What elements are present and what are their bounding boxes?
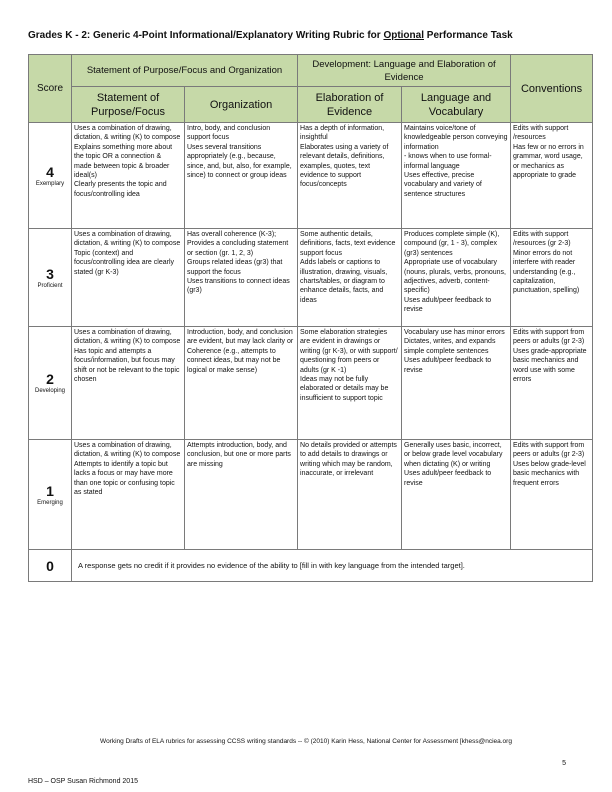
elaboration-cell: Some elaboration strategies are evident in drawings or writing (gr K-3), or with support/ questioning from peers or adults (gr K -1) Ideas may not be fully elaborated or details may be insufficient to support topic — [298, 327, 402, 440]
title-optional: Optional — [383, 30, 424, 41]
elaboration-cell: Some authentic details, definitions, facts, text evidence support focus Adds labels or captions to illustration, drawing, visuals, charts/tables, or diagram to enhance details, facts, and ideas — [298, 229, 402, 327]
score-number: 1 — [46, 482, 54, 499]
organization-header: Organization — [185, 87, 298, 123]
score-number: 0 — [46, 557, 54, 574]
score-cell — [29, 229, 72, 327]
statement-cell: Uses a combination of drawing, dictation, & writing (K) to compose Explains something more about the topic OR a connection & made between topic & broader ideal(s) Clearly presents the topic and focus/controlling idea — [72, 123, 185, 229]
language-cell: Produces complete simple (K), compound (gr, 1 - 3), complex (gr3) sentences Appropriate use of vocabulary (nouns, plurals, verbs, pronouns, adjectives, adverb, content-specific) Uses adult/peer feedback to revise — [402, 229, 511, 327]
score-cell — [29, 123, 72, 229]
title-suffix: Performance Task — [424, 30, 513, 41]
score-level: Emerging — [37, 499, 63, 506]
page-number: 5 — [562, 760, 566, 767]
conventions-header: Conventions — [511, 55, 593, 123]
score-header: Score — [29, 55, 72, 123]
elaboration-cell: Has a depth of information, insightful Elaborates using a variety of relevant details, definitions, examples, quotes, text evidence to support focus/concepts — [298, 123, 402, 229]
conventions-cell: Edits with support /resources (gr 2-3) Minor errors do not interfere with reader understanding (e.g., capitalization, punctuation, spelling) — [511, 229, 593, 327]
conventions-cell: Edits with support from peers or adults (gr 2-3) Uses grade-appropriate basic mechanics and word use with some errors — [511, 327, 593, 440]
score-cell — [29, 550, 72, 582]
language-cell: Vocabulary use has minor errors Dictates, writes, and expands simple complete sentences Uses adult/peer feedback to revise — [402, 327, 511, 440]
score-number: 3 — [46, 265, 54, 282]
score-cell — [29, 440, 72, 550]
statement-cell: Uses a combination of drawing, dictation, & writing (K) to compose Has topic and attempts a focus/information, but focus may shift or not be relevant to the topic chosen — [72, 327, 185, 440]
table-row — [29, 123, 593, 229]
footer-note: Working Drafts of ELA rubrics for assessing CCSS writing standards -- © (2010) Karin Hess, National Center for Assessment [khess@nciea.org — [100, 738, 512, 745]
organization-cell: Attempts introduction, body, and conclusion, but one or more parts are missing — [185, 440, 298, 550]
table-row — [29, 440, 593, 550]
purpose-group-header: Statement of Purpose/Focus and Organization — [72, 55, 298, 87]
header-row-sub — [29, 87, 593, 123]
organization-cell: Has overall coherence (K-3); Provides a concluding statement or section (gr. 1, 2, 3) Groups related ideas (gr3) that support the focus Uses transitions to connect ideas (gr3) — [185, 229, 298, 327]
table-row — [29, 229, 593, 327]
score-number: 4 — [46, 163, 54, 180]
language-header: Language and Vocabulary — [402, 87, 511, 123]
score-cell — [29, 327, 72, 440]
statement-cell: Uses a combination of drawing, dictation, & writing (K) to compose Topic (context) and focus/controlling idea are clearly stated (gr K-3) — [72, 229, 185, 327]
organization-cell: Introduction, body, and conclusion are evident, but may lack clarity or Coherence (e.g., attempts to connect ideas, but may not be logical or make sense) — [185, 327, 298, 440]
rubric-table — [28, 54, 593, 582]
organization-cell: Intro, body, and conclusion support focus Uses several transitions appropriately (e.g., because, since, and, but, also, for example, since) to connect or group ideas — [185, 123, 298, 229]
language-cell: Generally uses basic, incorrect, or below grade level vocabulary when dictating (K) or writing Uses adult/peer feedback to revise — [402, 440, 511, 550]
score-level: Proficient — [37, 282, 63, 289]
statement-header: Statement of Purpose/Focus — [72, 87, 185, 123]
conventions-cell: Edits with support from peers or adults (gr 2-3) Uses below grade-level basic mechanics with frequent errors — [511, 440, 593, 550]
elaboration-header: Elaboration of Evidence — [298, 87, 402, 123]
author-credit: HSD – OSP Susan Richmond 2015 — [28, 778, 138, 785]
statement-cell: Uses a combination of drawing, dictation, & writing (K) to compose Attempts to identify a topic but lacks a focus or may have more than one topic or confusing topic as stated — [72, 440, 185, 550]
zero-description: A response gets no credit if it provides no evidence of the ability to [fill in with key language from the intended target]. — [72, 550, 593, 582]
table-row-zero — [29, 550, 593, 582]
score-level: Developing — [34, 388, 66, 394]
development-group-header: Development: Language and Elaboration of Evidence — [298, 55, 511, 87]
table-row — [29, 327, 593, 440]
score-level: Exemplary — [35, 180, 65, 187]
language-cell: Maintains voice/tone of knowledgeable person conveying information - knows when to use formal-informal language Uses effective, precise vocabulary and variety of sentence structures — [402, 123, 511, 229]
header-row-group — [29, 55, 593, 87]
score-number: 2 — [46, 371, 54, 387]
elaboration-cell: No details provided or attempts to add details to drawings or writing which may be random, inaccurate, or irrelevant — [298, 440, 402, 550]
page-title — [28, 30, 513, 41]
conventions-cell: Edits with support /resources Has few or no errors in grammar, word usage, or mechanics as appropriate to grade — [511, 123, 593, 229]
title-prefix: Grades K - 2: Generic 4-Point Informational/Explanatory Writing Rubric for — [28, 30, 384, 41]
